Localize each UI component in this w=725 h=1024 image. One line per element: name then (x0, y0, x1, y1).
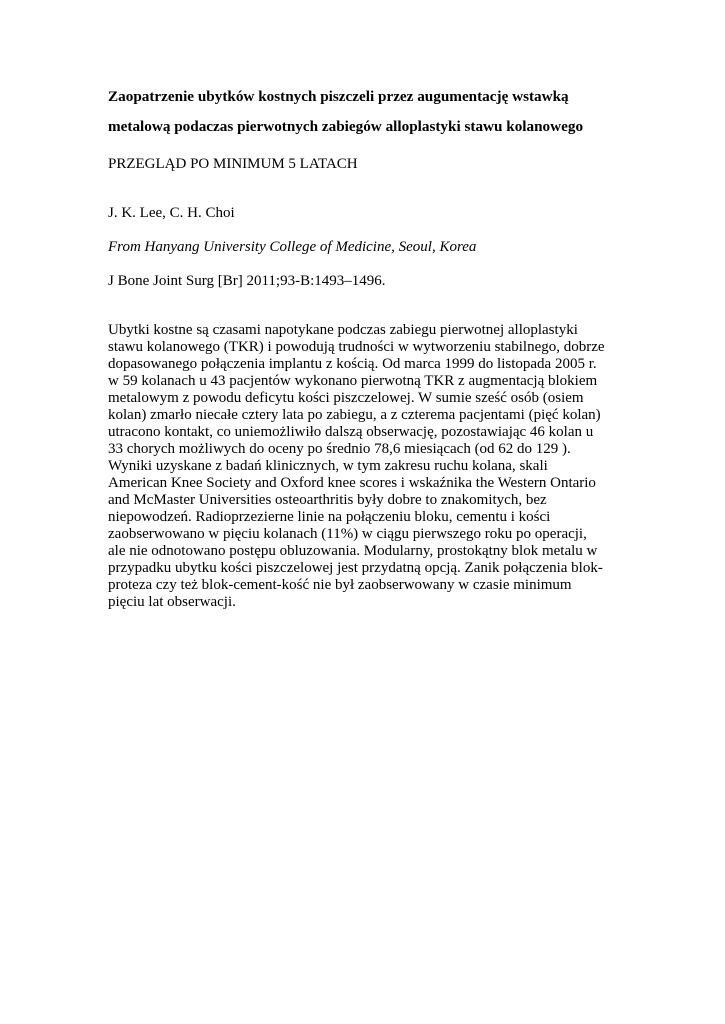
abstract-line: kolan) zmarło niecałe cztery lata po zabiegu, a z czterema pacjentami (pięć kolan) (108, 407, 601, 423)
abstract (108, 322, 608, 611)
abstract-line: ale nie odnotowano postępu obluzowania. Modularny, prostokątny blok metalu w (108, 543, 598, 559)
title-line-1: Zaopatrzenie ubytków kostnych piszczeli przez augumentację wstawką (108, 88, 569, 105)
abstract-line: pięciu lat obserwacji. (108, 594, 236, 610)
abstract-line: metalowym z powodu deficytu kości piszczelowej. W sumie sześć osób (osiem (108, 390, 584, 406)
title-line-2: metalową podaczas pierwotnych zabiegów alloplastyki stawu kolanowego (108, 118, 584, 135)
abstract-line: utracono kontakt, co uniemożliwiło dalszą obserwację, pozostawiając 46 kolan u (108, 424, 594, 440)
abstract-line: Ubytki kostne są czasami napotykane podczas zabiegu pierwotnej alloplastyki (108, 322, 578, 338)
abstract-line: and McMaster Universities osteoarthritis były dobre to znakomitych, bez (108, 492, 547, 508)
abstract-line: niepowodzeń. Radioprzezierne linie na połączeniu bloku, cementu i kości (108, 509, 551, 525)
authors: J. K. Lee, C. H. Choi (108, 205, 235, 221)
abstract-line: przypadku ubytku kości piszczelowej jest przydatną opcją. Zanik połączenia blok- (108, 560, 603, 576)
affiliation: From Hanyang University College of Medicine, Seoul, Korea (108, 239, 477, 255)
abstract-line: dopasowanego połączenia implantu z kością. Od marca 1999 do listopada 2005 r. (108, 356, 597, 372)
citation: J Bone Joint Surg [Br] 2011;93-B:1493–1496. (108, 273, 386, 289)
abstract-line: Wyniki uzyskane z badań klinicznych, w tym zakresu ruchu kolana, skali (108, 458, 548, 474)
abstract-line: 33 chorych możliwych do oceny po średnio 78,6 miesiącach (od 62 do 129 ). (108, 441, 571, 457)
subtitle: PRZEGLĄD PO MINIMUM 5 LATACH (108, 156, 358, 172)
abstract-line: zaobserwowano w pięciu kolanach (11%) w ciągu pierwszego roku po operacji, (108, 526, 587, 542)
abstract-line: American Knee Society and Oxford knee scores i wskaźnika the Western Ontario (108, 475, 596, 491)
abstract-line: proteza czy też blok-cement-kość nie był zaobserwowany w czasie minimum (108, 577, 572, 593)
abstract-line: stawu kolanowego (TKR) i powodują trudności w wytworzeniu stabilnego, dobrze (108, 339, 605, 355)
abstract-line: w 59 kolanach u 43 pacjentów wykonano pierwotną TKR z augmentacją blokiem (108, 373, 598, 389)
